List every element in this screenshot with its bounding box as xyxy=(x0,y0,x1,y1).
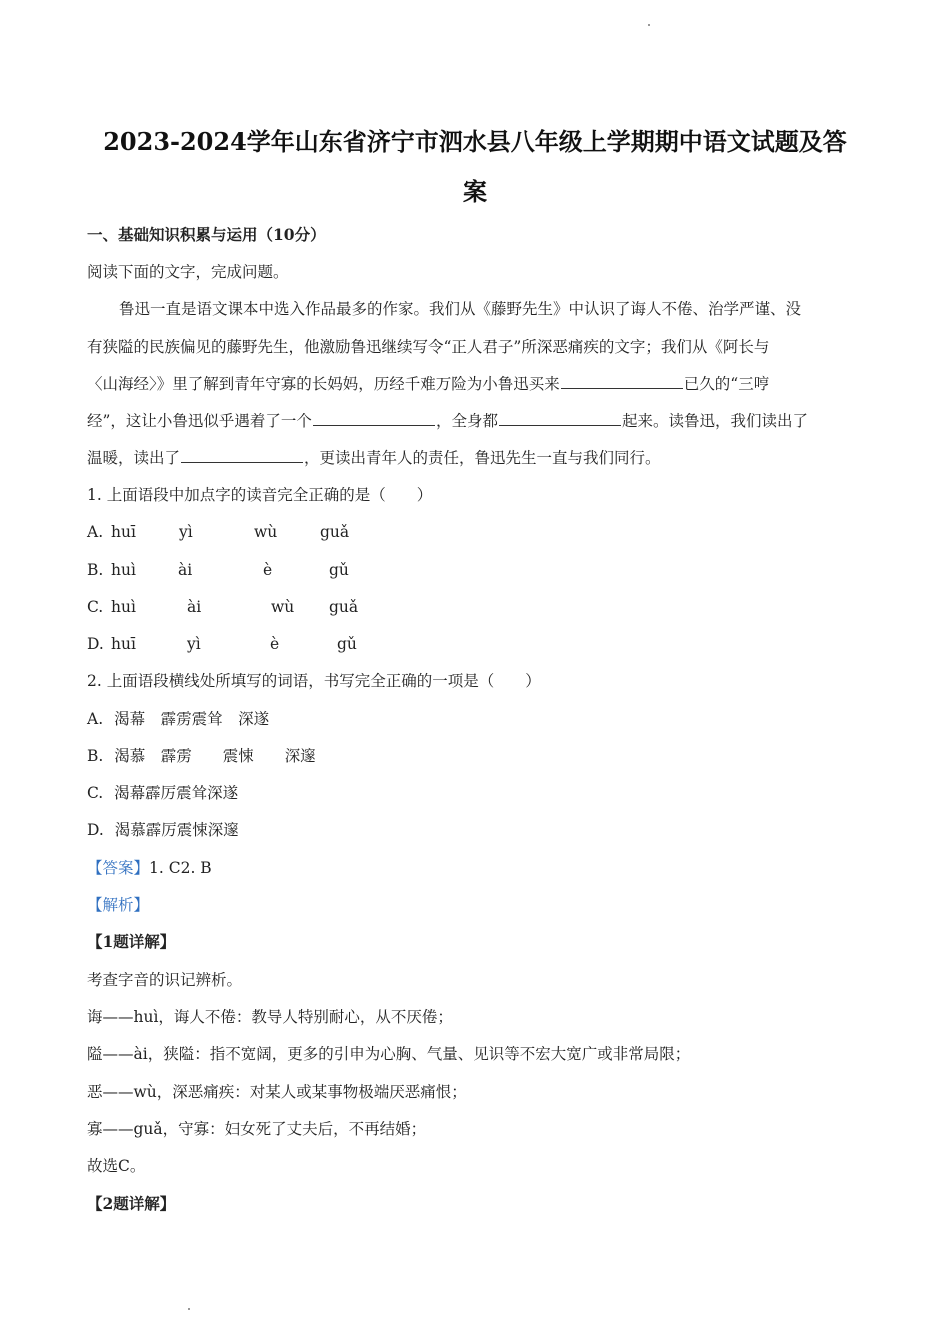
q1-option-c xyxy=(87,596,359,618)
q1-option-d xyxy=(87,633,357,655)
option-label: B. xyxy=(87,561,104,579)
option-label: C. xyxy=(87,598,104,616)
pinyin-2: ài xyxy=(187,598,202,616)
q1-option-a xyxy=(87,521,350,543)
q2-option-c xyxy=(87,782,238,804)
question-2-stem: 2. 上面语段横线处所填写的词语，书写完全正确的一项是（ ） xyxy=(87,672,541,690)
scan-dot xyxy=(188,1308,190,1310)
analysis-line: 诲——huì，诲人不倦：教导人特别耐心，从不厌倦； xyxy=(87,1008,453,1026)
q2-option-d xyxy=(87,819,239,841)
analysis-line: 考查字音的识记辨析。 xyxy=(87,971,243,989)
answer-tag: 【答案】 xyxy=(87,859,150,877)
option-text: 渴慕霹厉震悚深邃 xyxy=(114,821,239,839)
instruction: 阅读下面的文字，完成问题。 xyxy=(87,263,289,281)
analysis-line: 故选C。 xyxy=(87,1157,146,1175)
option-label: C. xyxy=(87,784,104,802)
answer-text: 1. C2. B xyxy=(149,859,212,877)
document-title-line2: 案 xyxy=(463,177,487,206)
passage-text: 起来。读鲁迅，我们读出了 xyxy=(621,412,808,430)
fill-blank-3 xyxy=(499,411,621,426)
fill-blank-2 xyxy=(313,411,435,426)
passage-line-1: 鲁迅一直是语文课本中选入作品最多的作家。我们从《藤野先生》中认识了诲人不倦、治学严谨、没 xyxy=(119,300,802,318)
document-title-line1: 2023-2024学年山东省济宁市泗水县八年级上学期期中语文试题及答 xyxy=(103,127,847,156)
passage-line-4 xyxy=(87,410,808,432)
q2-option-a xyxy=(87,708,269,730)
analysis-line: 寡——guǎ，守寡：妇女死了丈夫后，不再结婚； xyxy=(87,1120,427,1138)
pinyin-3: è xyxy=(263,561,273,579)
q1-detail-heading: 【1题详解】 xyxy=(87,932,176,951)
pinyin-2: ài xyxy=(178,561,193,579)
section-heading: 一、基础知识积累与运用（10分） xyxy=(87,225,326,244)
passage-text: 经”，这让小鲁迅似乎遇着了一个 xyxy=(87,412,312,430)
passage-text: 温暖，读出了 xyxy=(87,449,181,467)
passage-line-2: 有狭隘的民族偏见的藤野先生，他激励鲁迅继续写令“正人君子”所深恶痛疾的文字；我们从《阿长与 xyxy=(87,338,770,356)
passage-text: ，更读出青年人的责任，鲁迅先生一直与我们同行。 xyxy=(304,449,661,467)
option-label: D. xyxy=(87,821,104,839)
passage-text: 已久的“三哼 xyxy=(683,375,770,393)
passage-text: 〈山海经〉》里了解到青年守寡的长妈妈，历经千难万险为小鲁迅买来 xyxy=(87,375,560,393)
pinyin-4: gǔ xyxy=(329,561,349,579)
pinyin-1: huī xyxy=(111,523,136,541)
pinyin-1: huī xyxy=(111,635,136,653)
pinyin-3: è xyxy=(270,635,280,653)
q2-option-b xyxy=(87,745,316,767)
analysis-tag: 【解析】 xyxy=(87,896,150,914)
passage-text: ，全身都 xyxy=(435,412,498,430)
question-1-stem: 1. 上面语段中加点字的读音完全正确的是（ ） xyxy=(87,486,433,504)
pinyin-1: huì xyxy=(111,561,136,579)
pinyin-3: wù xyxy=(271,598,295,616)
option-text: 渴幕 霹雳震耸 深遂 xyxy=(114,710,270,728)
option-label: B. xyxy=(87,747,104,765)
option-label: A. xyxy=(87,523,104,541)
option-label: D. xyxy=(87,635,104,653)
q2-detail-heading: 【2题详解】 xyxy=(87,1194,176,1213)
pinyin-1: huì xyxy=(111,598,136,616)
pinyin-2: yì xyxy=(187,635,201,653)
q1-option-b xyxy=(87,559,349,581)
passage-line-3 xyxy=(87,373,769,395)
pinyin-2: yì xyxy=(179,523,193,541)
analysis-line: 隘——ài，狭隘：指不宽阔，更多的引申为心胸、气量、见识等不宏大宽广或非常局限； xyxy=(87,1045,691,1063)
pinyin-3: wù xyxy=(254,523,278,541)
scan-dot xyxy=(648,24,650,26)
passage-line-5 xyxy=(87,447,661,469)
answer-line xyxy=(87,857,212,879)
option-text: 渴幕霹厉震耸深遂 xyxy=(114,784,239,802)
pinyin-4: guǎ xyxy=(320,523,350,541)
pinyin-4: guǎ xyxy=(329,598,359,616)
fill-blank-4 xyxy=(181,448,303,463)
fill-blank-1 xyxy=(561,374,683,389)
pinyin-4: gǔ xyxy=(337,635,357,653)
analysis-line: 恶——wù，深恶痛疾：对某人或某事物极端厌恶痛恨； xyxy=(87,1083,467,1101)
option-label: A. xyxy=(87,710,104,728)
option-text: 渴慕 霹雳 震悚 深邃 xyxy=(114,747,316,765)
